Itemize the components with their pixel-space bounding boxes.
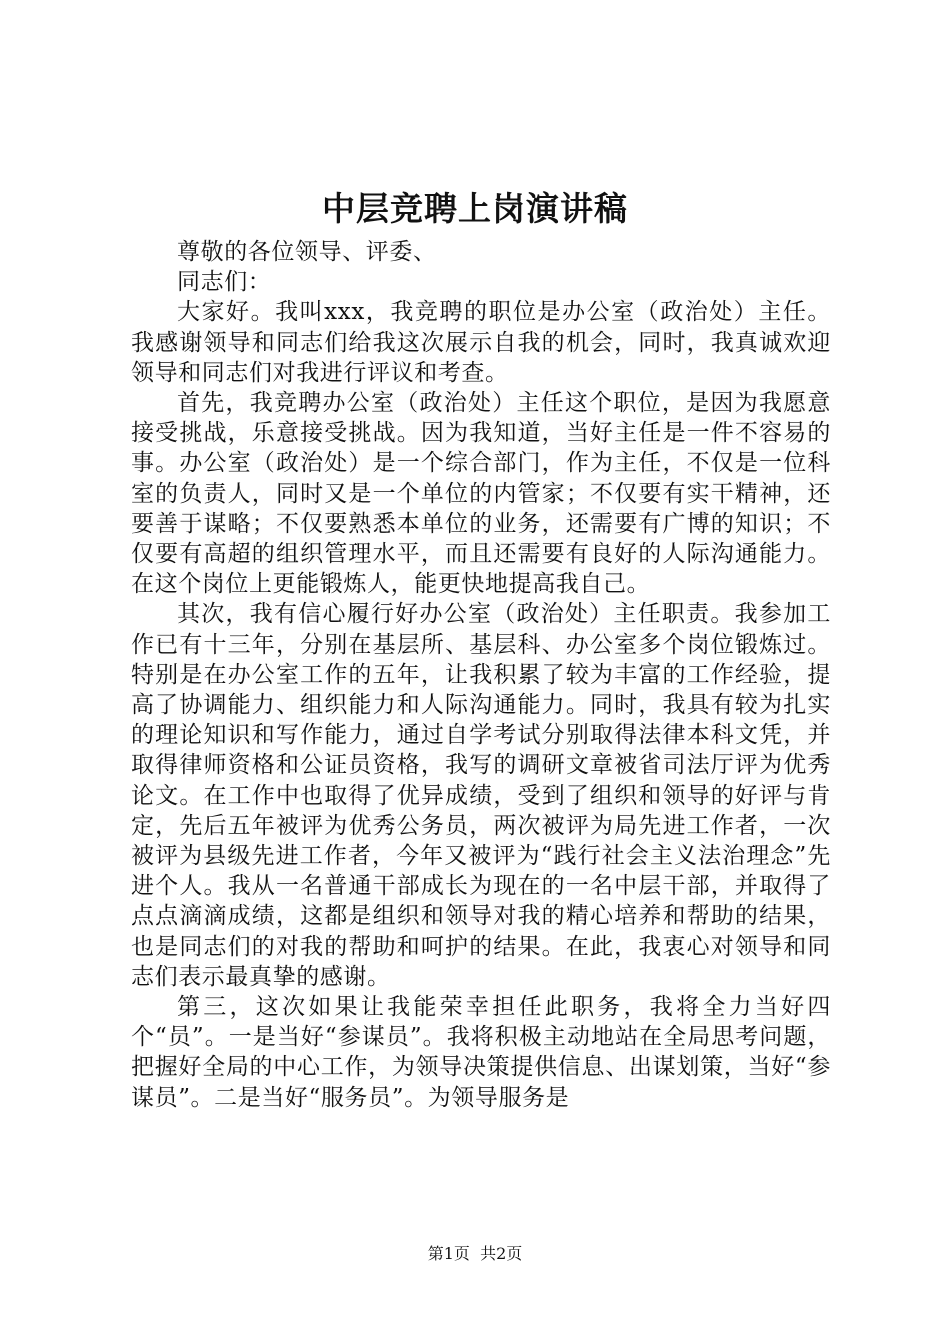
paragraph-first-reason: 首先，我竞聘办公室（政治处）主任这个职位，是因为我愿意接受挑战，乐意接受挑战。因为我知道，当好主任是一件不容易的事。办公室（政治处）是一个综合部门，作为主任，不仅是一位科室的负责人，同时又是一个单位的内管家；不仅要有实干精神，还要善于谋略；不仅要熟悉本单位的业务，还需要有广博的知识；不仅要有高超的组织管理水平，而且还需要有良好的人际沟通能力。在这个岗位上更能锻炼人，能更快地提高我自己。: [131, 390, 831, 598]
paragraph-second-reason: 其次，我有信心履行好办公室（政治处）主任职责。我参加工作已有十三年，分别在基层所、基层科、办公室多个岗位锻炼过。特别是在办公室工作的五年，让我积累了较为丰富的工作经验，提高了协调能力、组织能力和人际沟通能力。同时，我具有较为扎实的理论知识和写作能力，通过自学考试分别取得法律本科文凭，并取得律师资格和公证员资格，我写的调研文章被省司法厅评为优秀论文。在工作中也取得了优异成绩，受到了组织和领导的好评与肯定，先后五年被评为优秀公务员，两次被评为局先进工作者，一次被评为县级先进工作者，今年又被评为“践行社会主义法治理念”先进个人。我从一名普通干部成长为现在的一名中层干部，并取得了点点滴滴成绩，这都是组织和领导对我的精心培养和帮助的结果，也是同志们的对我的帮助和呵护的结果。在此，我衷心对领导和同志们表示最真挚的感谢。: [131, 601, 831, 990]
paragraph-third-reason: 第三，这次如果让我能荣幸担任此职务，我将全力当好四个“员”。一是当好“参谋员”。我将积极主动地站在全局思考问题，把握好全局的中心工作，为领导决策提供信息、出谋划策，当好“参谋员”。二是当好“服务员”。为领导服务是: [131, 994, 831, 1111]
document-title: 中层竞聘上岗演讲稿: [322, 189, 628, 228]
paragraph-introduction: 大家好。我叫xxx，我竞聘的职位是办公室（政治处）主任。我感谢领导和同志们给我这次展示自我的机会，同时，我真诚欢迎领导和同志们对我进行评议和考查。: [131, 299, 831, 386]
page-number-footer: 第1页 共2页: [427, 1244, 523, 1263]
salutation-line-2: 同志们：: [177, 269, 272, 296]
document-body: [131, 237, 831, 1113]
salutation-line-1: 尊敬的各位领导、评委、: [177, 239, 437, 265]
